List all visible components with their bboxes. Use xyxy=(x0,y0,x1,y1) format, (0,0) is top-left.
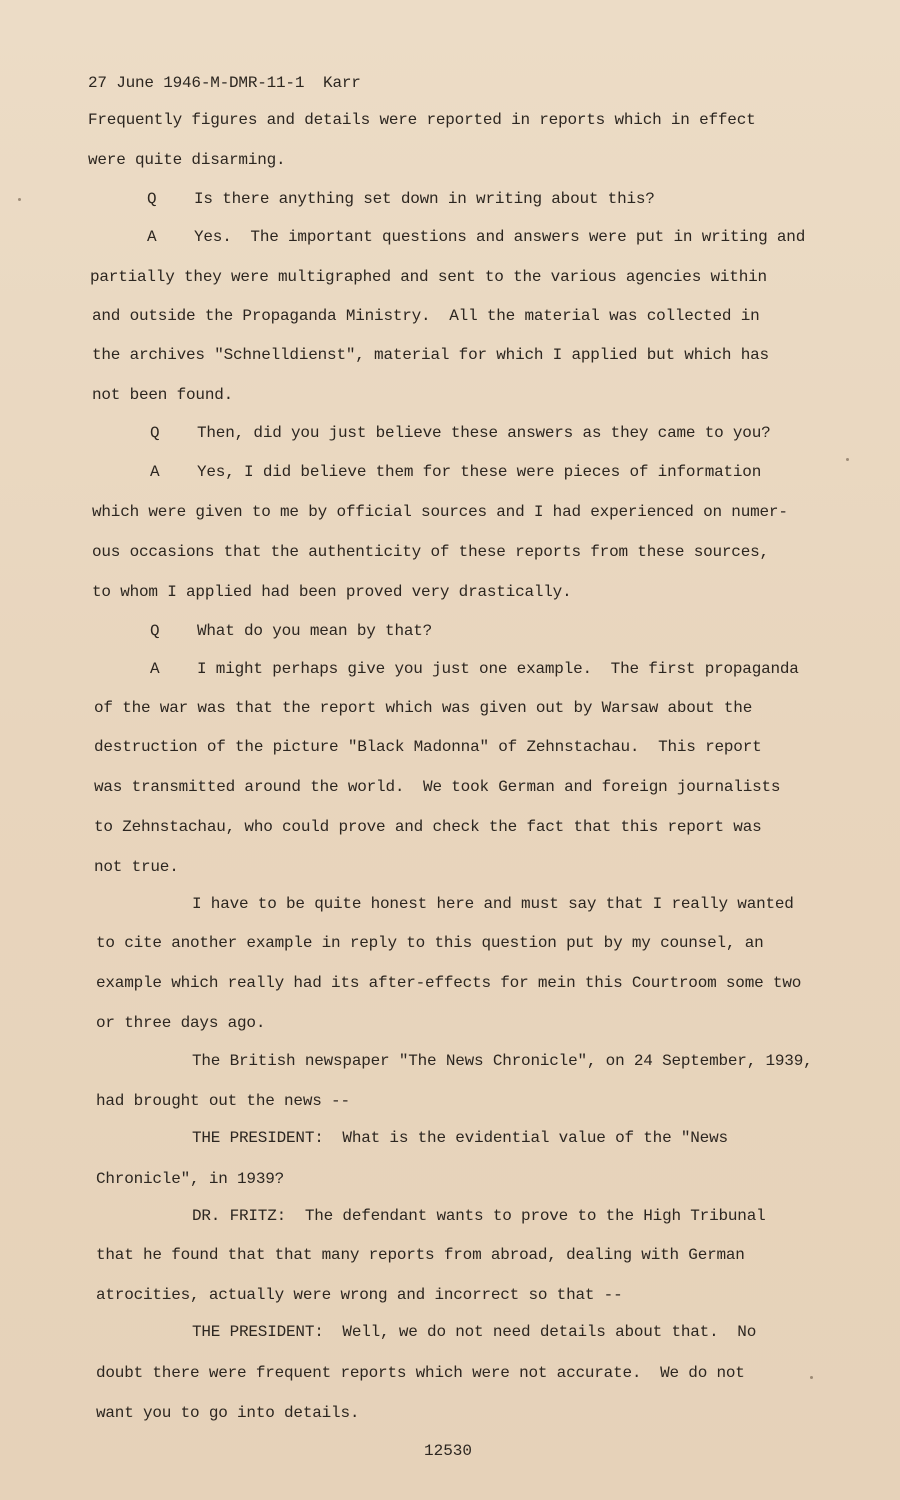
document-header: 27 June 1946-M-DMR-11-1 Karr xyxy=(88,74,361,92)
text-line: THE PRESIDENT: Well, we do not need details about that. No xyxy=(192,1323,757,1341)
text-line: ous occasions that the authenticity of these reports from these sources, xyxy=(92,543,769,561)
paper-speck xyxy=(846,458,849,461)
text-line: DR. FRITZ: The defendant wants to prove to the High Tribunal xyxy=(192,1207,766,1225)
paper-speck xyxy=(18,198,21,201)
text-line: Q Then, did you just believe these answers as they came to you? xyxy=(150,424,771,442)
text-line: atrocities, actually were wrong and incorrect so that -- xyxy=(96,1286,623,1304)
page-number: 12530 xyxy=(424,1442,473,1460)
text-line: was transmitted around the world. We took German and foreign journalists xyxy=(94,778,781,796)
text-line: Frequently figures and details were reported in reports which in effect xyxy=(88,111,756,129)
text-line: A Yes. The important questions and answers were put in writing and xyxy=(147,228,806,246)
text-line: to Zehnstachau, who could prove and check the fact that this report was xyxy=(94,818,762,836)
text-line: to cite another example in reply to this question put by my counsel, an xyxy=(96,934,764,952)
text-line: not been found. xyxy=(92,386,234,404)
text-line: THE PRESIDENT: What is the evidential value of the "News xyxy=(192,1129,728,1147)
text-line: which were given to me by official sources and I had experienced on numer- xyxy=(92,503,788,521)
text-line: of the war was that the report which was given out by Warsaw about the xyxy=(94,699,753,717)
text-line: not true. xyxy=(94,858,179,876)
text-line: or three days ago. xyxy=(96,1014,266,1032)
text-line: Q Is there anything set down in writing about this? xyxy=(147,190,655,208)
text-line: A Yes, I did believe them for these were pieces of information xyxy=(150,463,762,481)
text-line: were quite disarming. xyxy=(88,151,286,169)
text-line: had brought out the news -- xyxy=(96,1092,350,1110)
text-line: Q What do you mean by that? xyxy=(150,622,433,640)
text-line: example which really had its after-effects for mein this Courtroom some two xyxy=(96,974,802,992)
text-line: to whom I applied had been proved very drastically. xyxy=(92,583,572,601)
text-line: destruction of the picture "Black Madonna" of Zehnstachau. This report xyxy=(94,738,762,756)
text-line: I have to be quite honest here and must say that I really wanted xyxy=(192,895,794,913)
text-line: Chronicle", in 1939? xyxy=(96,1170,285,1188)
text-line: The British newspaper "The News Chronicle", on 24 September, 1939, xyxy=(192,1052,813,1070)
paper-speck xyxy=(810,1376,813,1379)
text-line: that he found that that many reports from abroad, dealing with German xyxy=(96,1246,745,1264)
text-line: the archives "Schnelldienst", material for which I applied but which has xyxy=(92,346,769,364)
text-line: doubt there were frequent reports which were not accurate. We do not xyxy=(96,1364,745,1382)
text-line: A I might perhaps give you just one example. The first propaganda xyxy=(150,660,799,678)
text-line: partially they were multigraphed and sent to the various agencies within xyxy=(90,268,767,286)
text-line: and outside the Propaganda Ministry. All the material was collected in xyxy=(92,307,760,325)
text-line: want you to go into details. xyxy=(96,1404,360,1422)
